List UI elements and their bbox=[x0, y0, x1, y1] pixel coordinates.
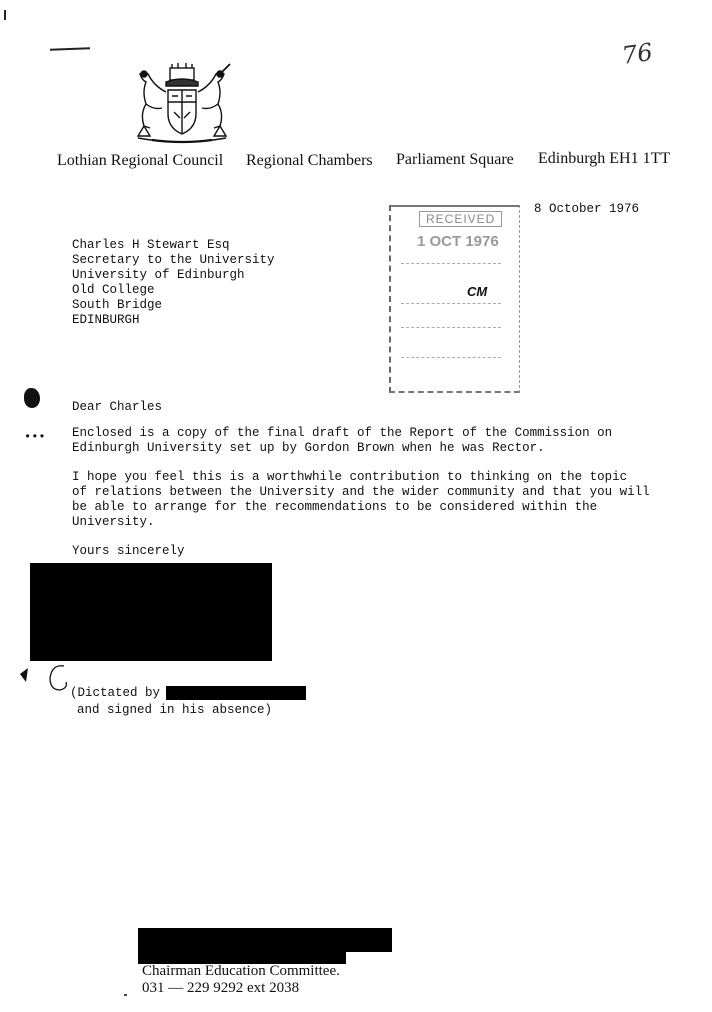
address-line: University of Edinburgh bbox=[72, 268, 245, 282]
paragraph-1 bbox=[72, 426, 612, 456]
paragraph-line: I hope you feel this is a worthwhile contribution to thinking on the topic bbox=[72, 470, 628, 484]
paragraph-line: Edinburgh University set up by Gordon Brown when he was Rector. bbox=[72, 441, 545, 455]
stamp-row bbox=[401, 357, 501, 358]
stamp-date: 1 OCT 1976 bbox=[417, 233, 499, 250]
letter-date: 8 October 1976 bbox=[534, 202, 640, 216]
salutation: Dear Charles bbox=[72, 400, 163, 414]
header-org: Lothian Regional Council bbox=[57, 152, 224, 169]
paragraph-2 bbox=[72, 470, 650, 530]
header-building: Regional Chambers bbox=[246, 152, 373, 169]
signed-absence: and signed in his absence) bbox=[77, 703, 273, 717]
scan-mark bbox=[50, 47, 90, 50]
punch-hole-mark bbox=[24, 388, 40, 408]
address-line: Charles H Stewart Esq bbox=[72, 238, 230, 252]
coat-of-arms-icon bbox=[132, 62, 232, 146]
paragraph-line: Enclosed is a copy of the final draft of the Report of the Commission on bbox=[72, 426, 613, 440]
chairman-name-redaction bbox=[138, 950, 346, 964]
dictated-name-redaction bbox=[166, 686, 306, 700]
scan-dots: ••• bbox=[24, 430, 46, 444]
scan-mark bbox=[124, 994, 127, 996]
stamp-row bbox=[401, 303, 501, 304]
address-line: Old College bbox=[72, 283, 155, 297]
address-line: South Bridge bbox=[72, 298, 163, 312]
stamp-row bbox=[401, 327, 501, 328]
header-street: Parliament Square bbox=[396, 151, 514, 168]
scan-mark bbox=[4, 10, 6, 20]
phone-number: 031 — 229 9292 ext 2038 bbox=[142, 980, 300, 996]
recipient-address bbox=[72, 238, 275, 328]
paragraph-line: of relations between the University and the wider community and that you will bbox=[72, 485, 650, 499]
signature-redaction bbox=[30, 563, 272, 661]
handwritten-reference: 76 bbox=[620, 38, 655, 70]
received-stamp bbox=[389, 205, 520, 393]
paragraph-line: be able to arrange for the recommendations to be considered within the bbox=[72, 500, 598, 514]
stamp-title: RECEIVED bbox=[419, 211, 502, 227]
address-line: EDINBURGH bbox=[72, 313, 140, 327]
dictated-by: (Dictated by bbox=[70, 686, 161, 700]
header-city: Edinburgh EH1 1TT bbox=[538, 150, 671, 167]
stamp-initials: CM bbox=[467, 284, 488, 299]
closing: Yours sincerely bbox=[72, 544, 185, 558]
handwritten-mark bbox=[14, 660, 74, 696]
address-line: Secretary to the University bbox=[72, 253, 275, 267]
stamp-row bbox=[401, 263, 501, 264]
chairman-title: Chairman Education Committee. bbox=[142, 963, 340, 979]
chairman-name-redaction bbox=[138, 928, 392, 952]
paragraph-line: University. bbox=[72, 515, 155, 529]
